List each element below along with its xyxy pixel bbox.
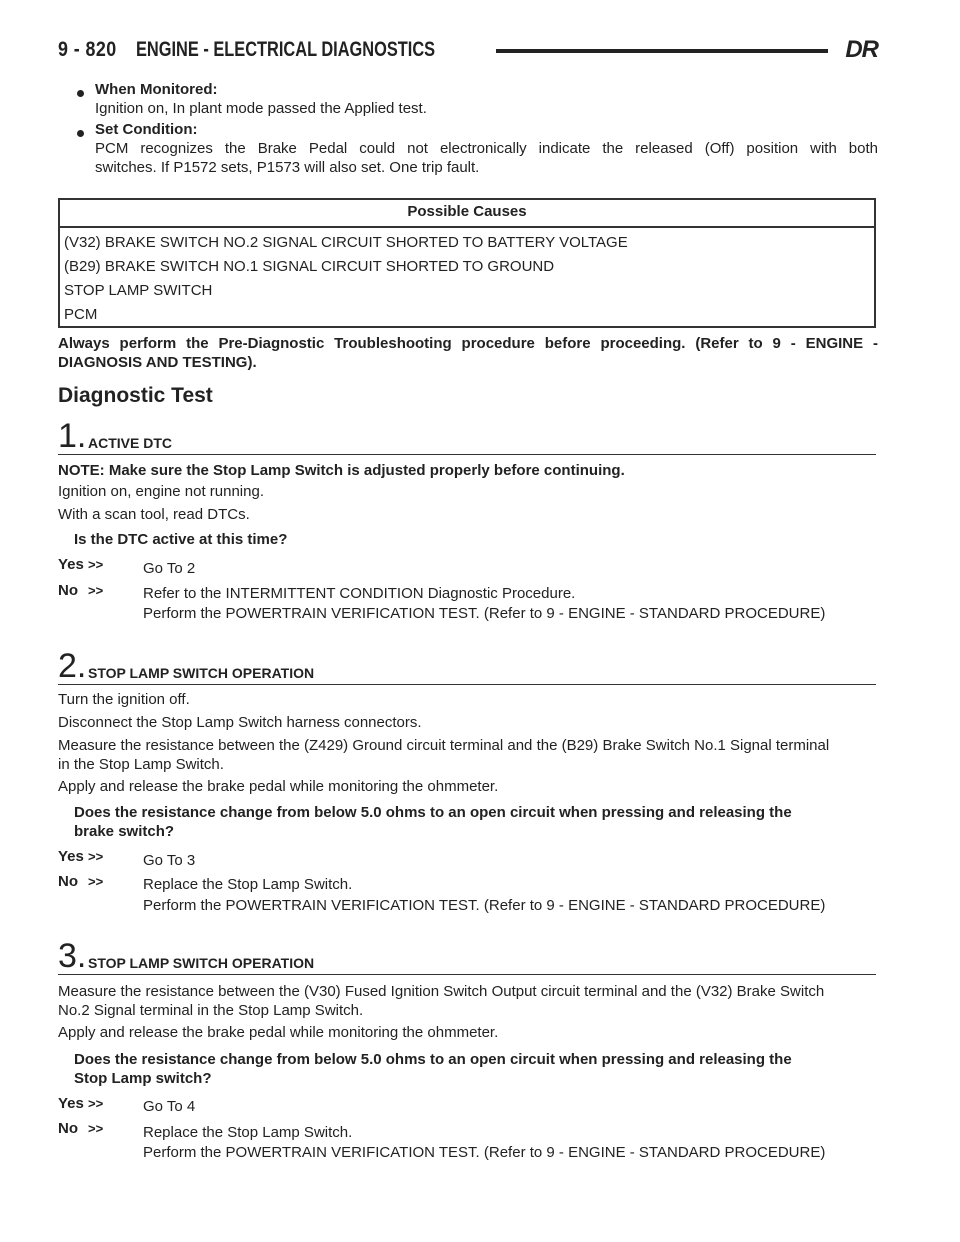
when-monitored	[95, 80, 878, 118]
step-title: STOP LAMP SWITCH OPERATION	[88, 665, 315, 681]
no-action: Refer to the INTERMITTENT CONDITION Diagnostic Procedure.	[143, 585, 576, 602]
step-line: Ignition on, engine not running.	[58, 483, 264, 500]
yes-action: Go To 3	[143, 852, 196, 869]
step-question	[74, 803, 874, 841]
cause-item: (B29) BRAKE SWITCH NO.1 SIGNAL CIRCUIT SHORTED TO GROUND	[64, 258, 555, 275]
step-3-header	[58, 937, 876, 975]
cause-item: (V32) BRAKE SWITCH NO.2 SIGNAL CIRCUIT SHORTED TO BATTERY VOLTAGE	[64, 234, 628, 251]
step-line: Apply and release the brake pedal while monitoring the ohmmeter.	[58, 1024, 499, 1041]
yes-label: Yes	[58, 848, 84, 865]
step-number: 2.	[58, 647, 87, 685]
step-line: With a scan tool, read DTCs.	[58, 506, 250, 523]
question-line2: brake switch?	[74, 823, 175, 840]
arrow-icon: >>	[88, 557, 104, 572]
step-line: in the Stop Lamp Switch.	[58, 756, 224, 773]
no-action-verification: Perform the POWERTRAIN VERIFICATION TEST. (Refer to 9 - ENGINE - STANDARD PROCEDURE)	[143, 897, 826, 914]
yes-label: Yes	[58, 556, 84, 573]
no-action-verification: Perform the POWERTRAIN VERIFICATION TEST. (Refer to 9 - ENGINE - STANDARD PROCEDURE)	[143, 1144, 826, 1161]
when-monitored-label: When Monitored:	[95, 81, 218, 98]
bullet-dot-icon	[77, 130, 84, 137]
yes-action: Go To 2	[143, 560, 196, 577]
pre-diagnostic-line2: DIAGNOSIS AND TESTING).	[58, 354, 257, 371]
step-question: Is the DTC active at this time?	[74, 531, 288, 548]
header-rule	[496, 49, 828, 53]
page-number: 9 - 820	[58, 38, 117, 61]
question-line1: Does the resistance change from below 5.0 ohms to an open circuit when pressing and releasing the	[74, 804, 792, 821]
diagnostic-test-heading: Diagnostic Test	[58, 384, 213, 407]
possible-causes-heading: Possible Causes	[60, 200, 874, 228]
step-question	[74, 1050, 874, 1088]
pre-diagnostic-line1: Always perform the Pre-Diagnostic Troubleshooting procedure before proceeding. (Refer to 9 - ENGINE -	[58, 335, 878, 352]
set-condition-line1: PCM recognizes the Brake Pedal could not electronically indicate the released (Off) position with both	[95, 140, 878, 157]
arrow-icon: >>	[88, 1121, 104, 1136]
step-line: Measure the resistance between the (V30) Fused Ignition Switch Output circuit terminal and the (V32) Brake Switch	[58, 983, 825, 1000]
pre-diagnostic-note	[58, 334, 878, 372]
yes-action: Go To 4	[143, 1098, 196, 1115]
arrow-icon: >>	[88, 583, 104, 598]
set-condition-line2: switches. If P1572 sets, P1573 will also set. One trip fault.	[95, 159, 480, 176]
no-label: No	[58, 873, 78, 890]
cause-item: PCM	[64, 306, 98, 323]
step-title: ACTIVE DTC	[88, 435, 172, 451]
step-2-header	[58, 647, 876, 685]
page-header	[58, 38, 878, 68]
no-label: No	[58, 1120, 78, 1137]
when-monitored-text: Ignition on, In plant mode passed the Applied test.	[95, 100, 427, 117]
step-title: STOP LAMP SWITCH OPERATION	[88, 955, 315, 971]
no-action-verification: Perform the POWERTRAIN VERIFICATION TEST. (Refer to 9 - ENGINE - STANDARD PROCEDURE)	[143, 605, 826, 622]
question-line1: Does the resistance change from below 5.0 ohms to an open circuit when pressing and releasing the	[74, 1051, 792, 1068]
set-condition	[95, 120, 878, 177]
possible-causes-table	[58, 198, 876, 328]
no-label: No	[58, 582, 78, 599]
step-number: 3.	[58, 937, 87, 975]
yes-label: Yes	[58, 1095, 84, 1112]
question-line2: Stop Lamp switch?	[74, 1070, 212, 1087]
step-1-header	[58, 417, 876, 455]
bullet-dot-icon	[77, 90, 84, 97]
no-action: Replace the Stop Lamp Switch.	[143, 1124, 353, 1141]
step-number: 1.	[58, 417, 87, 455]
step-line: Apply and release the brake pedal while monitoring the ohmmeter.	[58, 778, 499, 795]
no-action: Replace the Stop Lamp Switch.	[143, 876, 353, 893]
step-line: Disconnect the Stop Lamp Switch harness connectors.	[58, 714, 422, 731]
dr-logo: DR	[845, 36, 878, 63]
step-line: Measure the resistance between the (Z429) Ground circuit terminal and the (B29) Brake Switch No.1 Signal terminal	[58, 737, 830, 754]
step-line: No.2 Signal terminal in the Stop Lamp Switch.	[58, 1002, 364, 1019]
arrow-icon: >>	[88, 849, 104, 864]
set-condition-label: Set Condition:	[95, 121, 198, 138]
arrow-icon: >>	[88, 1096, 104, 1111]
arrow-icon: >>	[88, 874, 104, 889]
cause-item: STOP LAMP SWITCH	[64, 282, 213, 299]
section-title: ENGINE - ELECTRICAL DIAGNOSTICS	[136, 38, 436, 61]
step-line: Turn the ignition off.	[58, 691, 190, 708]
step-note: NOTE: Make sure the Stop Lamp Switch is adjusted properly before continuing.	[58, 462, 625, 479]
